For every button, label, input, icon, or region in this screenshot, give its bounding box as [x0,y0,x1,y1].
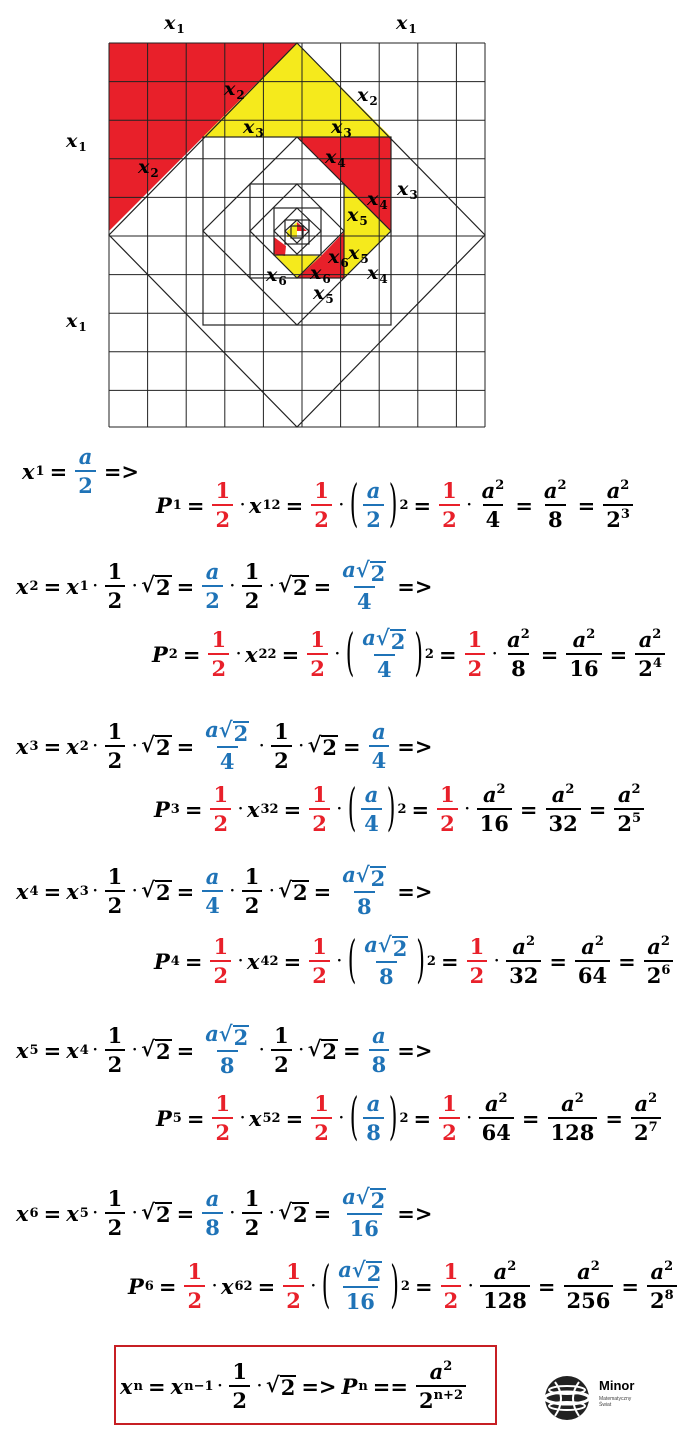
eq-x1-definition: x 1 = $\frac{a}{2}$ => [22,444,140,498]
label-x5-a: $x_5$ [347,204,368,228]
label-x2-a: $x_2$ [224,78,245,102]
eq-x3-definition: x 3 = x 2 · 1 2 · √ 2 = a √ 2 4 · 1 2 · √ 2 = $\frac{a}{4}$ => [16,717,433,775]
label-x2-b: $x_2$ [357,84,378,108]
label-x6-b: $x_6$ [310,262,331,286]
globe-icon [541,1372,597,1424]
label-x2-c: $x_2$ [138,156,159,180]
eq-x5-definition: x 5 = x 4 · 1 2 · √ 2 = a √ 2 8 · 1 2 · √ 2 = $\frac{a}{8}$ => [16,1021,433,1079]
logo-subtitle: Matematyczny Świat [599,1396,632,1408]
label-x1-top-left: $x_1$ [164,12,185,36]
eq-p2-area: P 2 = $\frac{1}{2}$ · x 2 2 = $\frac{1}{2}$ · ( a √ 2 4 ) 2 = $\frac{1}{2}$ · $\frac{a^2}{8}$ = $\frac{a^2}{16}$ = $\frac{a^2}{2^4}$ [152,624,668,684]
label-x4-b: $x_4$ [367,188,388,212]
label-x6-a: $x_6$ [328,246,349,270]
eq-general-formula: x n = x n−1 · 1 2 · √ 2 => P n == $\frac{a^2}{2^{n+2}}$ [120,1356,469,1416]
eq-p3-area: P 3 = $\frac{1}{2}$ · x 3 2 = $\frac{1}{2}$ · ( a 4 ) 2 = $\frac{1}{2}$ · $\frac{a^2}{16}$ = $\frac{a^2}{32}$ = $\frac{a^2}{2^5}$ [154,779,647,839]
eq-p4-area: P 4 = $\frac{1}{2}$ · x 4 2 = $\frac{1}{2}$ · ( a √ 2 8 ) 2 = $\frac{1}{2}$ · $\frac{a^2}{32}$ = $\frac{a^2}{64}$ = $\frac{a^2}{2^6}$ [154,931,676,991]
red-region-x7 [274,237,286,256]
label-x1-left-upper: $x_1$ [66,130,87,154]
eq-x6-definition: x 6 = x 5 · 1 2 · √ 2 = $\frac{a}{8}$ · 1 2 · √ 2 = a √ 2 16 => [16,1184,433,1242]
label-x1-left-lower: $x_1$ [66,310,87,334]
logo-name: Minor [599,1378,635,1393]
label-x3-b: $x_3$ [331,116,352,140]
eq-p1-area: P 1 = $\frac{1}{2}$ · x 1 2 = $\frac{1}{2}$ · ( a 2 ) 2 = $\frac{1}{2}$ · $\frac{a^2}{4}$ = $\frac{a^2}{8}$ = $\frac{a^2}{2^3}$ [156,475,636,535]
eq-x2-definition: x 2 = x 1 · 1 2 · √ 2 = $\frac{a}{2}$ · 1 2 · √ 2 = a √ 2 4 => [16,557,433,615]
spiral-figure [0,0,650,440]
label-x5-b: $x_5$ [348,242,369,266]
eq-p5-area: P 5 = $\frac{1}{2}$ · x 5 2 = $\frac{1}{2}$ · ( a 8 ) 2 = $\frac{1}{2}$ · $\frac{a^2}{64}$ = $\frac{a^2}{128}$ = $\frac{a^2}{2^7}$ [156,1088,664,1148]
label-x4-c: $x_4$ [367,262,388,286]
eq-p6-area: P 6 = $\frac{1}{2}$ · x 6 2 = $\frac{1}{2}$ · ( a √ 2 16 ) 2 = $\frac{1}{2}$ · $\frac{a^2}{128}$ = $\frac{a^2}{256}$ = $\frac{a^2}{2^8}$ [128,1256,680,1316]
label-x1-top-right: $x_1$ [396,12,417,36]
label-x3-c: $x_3$ [397,178,418,202]
minor-logo [541,1372,641,1424]
eq-x4-definition: x 4 = x 3 · 1 2 · √ 2 = $\frac{a}{4}$ · 1 2 · √ 2 = a √ 2 8 => [16,862,433,920]
label-x3-a: $x_3$ [243,116,264,140]
label-x5-c: $x_5$ [313,282,334,306]
label-x6-c: $x_6$ [266,264,287,288]
label-x4-a: $x_4$ [325,146,346,170]
